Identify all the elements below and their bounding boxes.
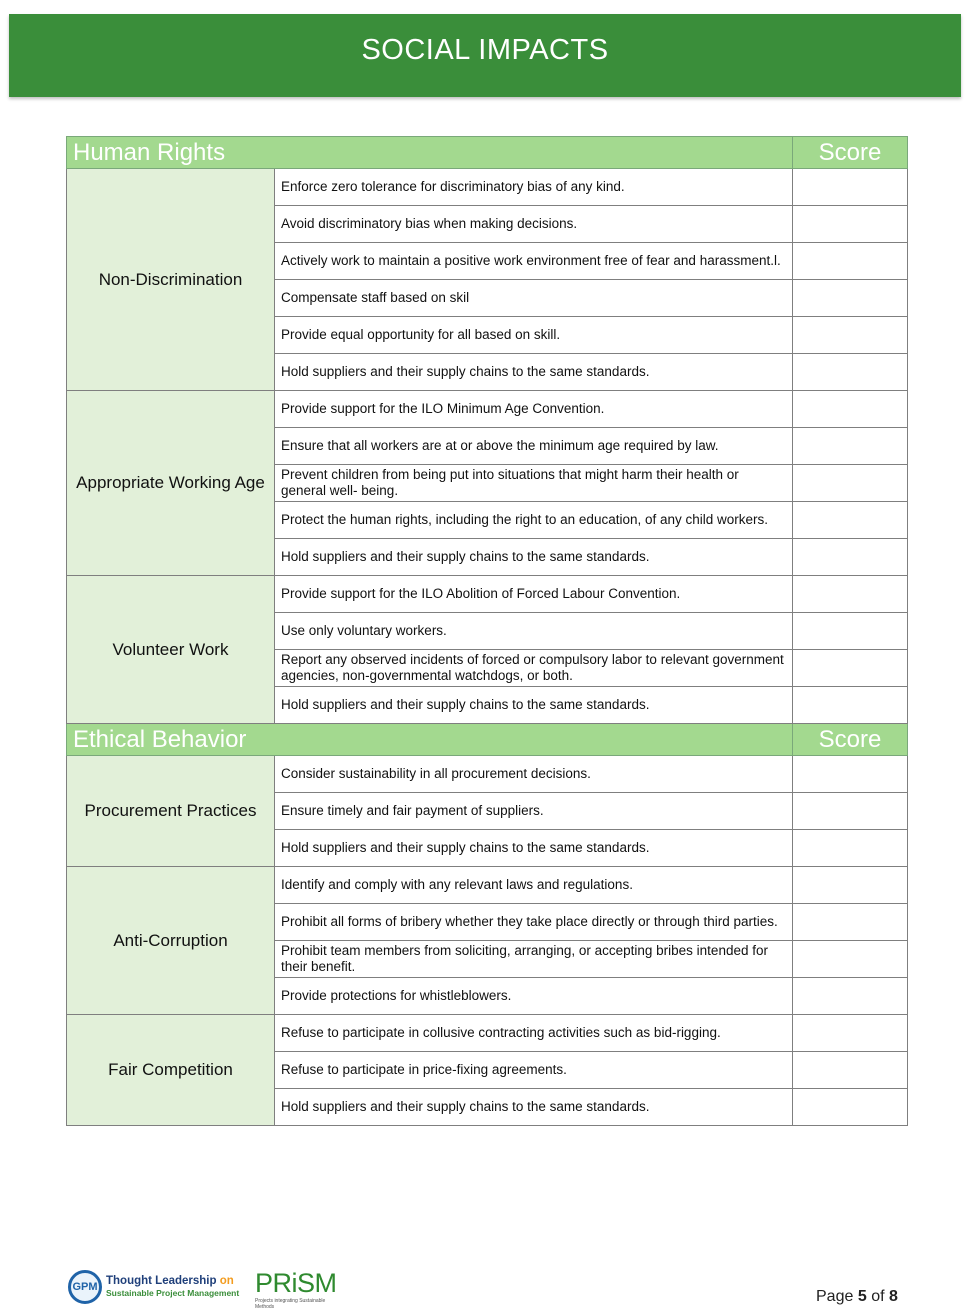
table-row — [67, 391, 908, 428]
score-cell[interactable] — [793, 391, 908, 428]
score-cell[interactable] — [793, 206, 908, 243]
criterion-text: Refuse to participate in price-fixing agreements. — [275, 1052, 793, 1089]
section-header — [67, 724, 908, 756]
section-title: Human Rights — [67, 137, 793, 169]
score-cell[interactable] — [793, 243, 908, 280]
score-cell[interactable] — [793, 650, 908, 687]
category-label: Procurement Practices — [67, 756, 275, 867]
score-cell[interactable] — [793, 1015, 908, 1052]
page-number: Page 5 of 8 — [816, 1288, 898, 1305]
score-cell[interactable] — [793, 793, 908, 830]
score-cell[interactable] — [793, 465, 908, 502]
score-cell[interactable] — [793, 978, 908, 1015]
banner-title: SOCIAL IMPACTS — [361, 34, 609, 66]
score-cell[interactable] — [793, 354, 908, 391]
table-row — [67, 867, 908, 904]
score-cell[interactable] — [793, 867, 908, 904]
criterion-text: Ensure that all workers are at or above the minimum age required by law. — [275, 428, 793, 465]
score-cell[interactable] — [793, 576, 908, 613]
criterion-text: Actively work to maintain a positive work environment free of fear and harassment.l. — [275, 243, 793, 280]
score-cell[interactable] — [793, 941, 908, 978]
criterion-text: Hold suppliers and their supply chains to the same standards. — [275, 687, 793, 724]
category-label: Anti-Corruption — [67, 867, 275, 1015]
gpm-badge-icon: GPM — [68, 1270, 102, 1304]
prism-tagline: Projects integrating Sustainable Methods — [255, 1298, 326, 1310]
criterion-text: Hold suppliers and their supply chains to the same standards. — [275, 354, 793, 391]
page-banner — [9, 14, 961, 97]
criterion-text: Report any observed incidents of forced or compulsory labor to relevant government agencies, non-governmental watchdogs, or both. — [275, 650, 793, 687]
criterion-text: Ensure timely and fair payment of suppliers. — [275, 793, 793, 830]
section-header — [67, 137, 908, 169]
criterion-text: Prohibit team members from soliciting, arranging, or accepting bribes intended for their benefit. — [275, 941, 793, 978]
criterion-text: Hold suppliers and their supply chains to the same standards. — [275, 1089, 793, 1126]
score-cell[interactable] — [793, 1052, 908, 1089]
section-title: Ethical Behavior — [67, 724, 793, 756]
score-cell[interactable] — [793, 502, 908, 539]
criterion-text: Consider sustainability in all procurement decisions. — [275, 756, 793, 793]
category-label: Volunteer Work — [67, 576, 275, 724]
criterion-text: Refuse to participate in collusive contracting activities such as bid-rigging. — [275, 1015, 793, 1052]
score-cell[interactable] — [793, 904, 908, 941]
prism-logo — [255, 1268, 337, 1310]
score-cell[interactable] — [793, 756, 908, 793]
gpm-tagline-on: on — [219, 1275, 234, 1287]
criterion-text: Identify and comply with any relevant laws and regulations. — [275, 867, 793, 904]
category-label: Appropriate Working Age — [67, 391, 275, 576]
score-cell[interactable] — [793, 1089, 908, 1126]
table-row — [67, 169, 908, 206]
score-column-header: Score — [793, 137, 908, 169]
criterion-text: Prevent children from being put into situations that might harm their health or general well- being. — [275, 465, 793, 502]
criterion-text: Prohibit all forms of bribery whether they take place directly or through third parties. — [275, 904, 793, 941]
criterion-text: Enforce zero tolerance for discriminatory bias of any kind. — [275, 169, 793, 206]
score-cell[interactable] — [793, 428, 908, 465]
criterion-text: Protect the human rights, including the right to an education, of any child workers. — [275, 502, 793, 539]
prism-wordmark: PRiSM — [255, 1268, 337, 1298]
score-cell[interactable] — [793, 539, 908, 576]
gpm-subtitle: Sustainable Project Management — [106, 1288, 240, 1298]
table-row — [67, 576, 908, 613]
gpm-tagline: Thought Leadership — [106, 1275, 217, 1287]
score-cell[interactable] — [793, 687, 908, 724]
criterion-text: Hold suppliers and their supply chains to the same standards. — [275, 539, 793, 576]
score-cell[interactable] — [793, 317, 908, 354]
criterion-text: Provide equal opportunity for all based on skill. — [275, 317, 793, 354]
criterion-text: Compensate staff based on skil — [275, 280, 793, 317]
criterion-text: Use only voluntary workers. — [275, 613, 793, 650]
table-row — [67, 1015, 908, 1052]
score-cell[interactable] — [793, 169, 908, 206]
category-label: Non-Discrimination — [67, 169, 275, 391]
criterion-text: Hold suppliers and their supply chains to the same standards. — [275, 830, 793, 867]
score-column-header: Score — [793, 724, 908, 756]
gpm-logo — [68, 1268, 240, 1306]
score-cell[interactable] — [793, 280, 908, 317]
criterion-text: Provide protections for whistleblowers. — [275, 978, 793, 1015]
category-label: Fair Competition — [67, 1015, 275, 1126]
score-cell[interactable] — [793, 613, 908, 650]
criterion-text: Avoid discriminatory bias when making decisions. — [275, 206, 793, 243]
score-cell[interactable] — [793, 830, 908, 867]
assessment-table — [66, 136, 908, 1126]
table-row — [67, 756, 908, 793]
criterion-text: Provide support for the ILO Minimum Age Convention. — [275, 391, 793, 428]
criterion-text: Provide support for the ILO Abolition of Forced Labour Convention. — [275, 576, 793, 613]
